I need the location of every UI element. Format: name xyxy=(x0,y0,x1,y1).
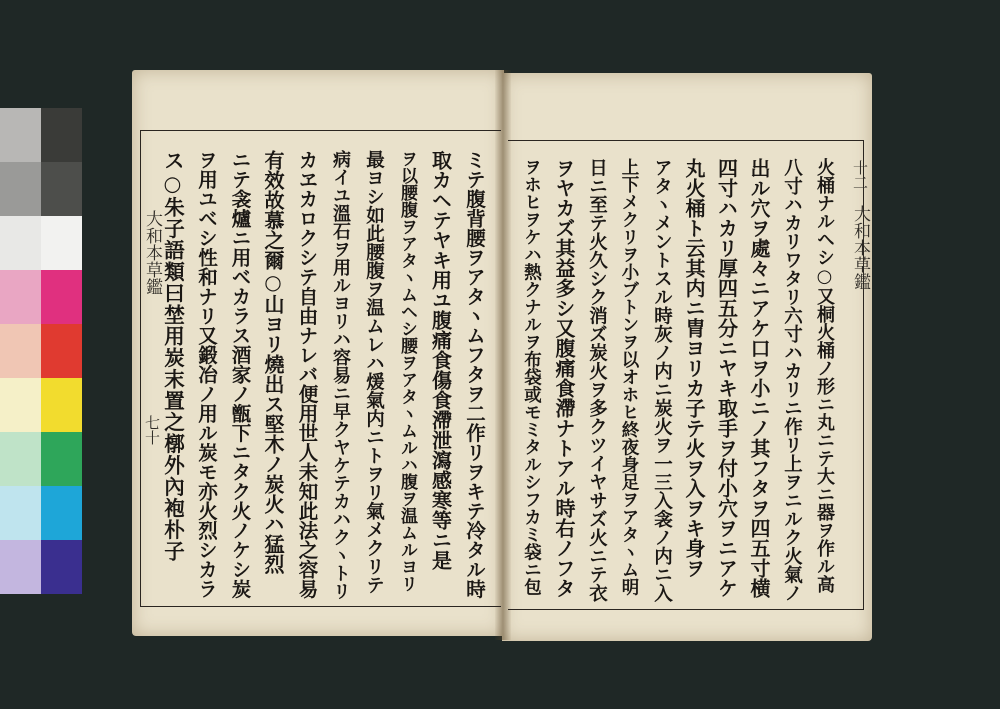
color-calibration-chart xyxy=(0,108,82,596)
text-column: 病イユ溫石ヲ用ルヨリハ容易ニ早クヤケテカハクヽトリ xyxy=(330,150,351,600)
text-column: 火桶ナルヘシ○又桐火桶ノ形ニ丸ニテ大ニ器ヲ作ル高 xyxy=(814,158,835,593)
color-swatch xyxy=(0,432,41,486)
color-swatch xyxy=(41,432,82,486)
text-column: 最ヨシ如此腰腹ヲ温ムレハ煖氣内ニトヲリ氣メクリテ xyxy=(363,150,385,594)
text-column: ス○朱子語類曰埜用炭末置之槨外內袍朴子 xyxy=(160,150,185,562)
color-swatch xyxy=(41,378,82,432)
color-swatch xyxy=(41,108,82,162)
color-swatch xyxy=(41,270,82,324)
text-column: ヲ用ユベシ性和ナリ又鍛冶ノ用ル炭モ亦火烈シカラ xyxy=(195,150,218,599)
color-swatch xyxy=(41,540,82,594)
left-folio: 七十 xyxy=(143,415,161,445)
color-swatch xyxy=(41,162,82,216)
text-column: 出ル穴ヲ處々ニアケ口ヲ小ニノ其フタヲ四五寸横 xyxy=(747,158,771,598)
color-swatch xyxy=(0,108,41,162)
text-column: 上下メクリヲ小ブトンヲ以オホヒ終夜身足ヲアタヽム明 xyxy=(619,158,639,596)
text-column: ヲホヒヲケハ熱クナルヲ布袋或モミタルシフカミ袋ニ包 xyxy=(521,158,542,596)
text-column: 丸火桶ト云其内ニ胄ヨリカ子テ火ヲ入ヲキ身ヲ xyxy=(682,158,706,578)
left-margin-title: 大和本草鑑 xyxy=(142,210,162,295)
text-column: 取カヘテヤキ用ユ腹痛食傷食滯泄瀉感寒等ニ是 xyxy=(428,150,453,570)
color-swatch xyxy=(0,162,41,216)
text-column: 八寸ハカリワタリ六寸ハカリニ作リ上ヲニルク火氣ノ xyxy=(781,158,803,602)
color-swatch xyxy=(0,216,41,270)
text-column: ミテ腹背腰ヲアタヽムフタヲ二作リヲキテ冷タル時 xyxy=(463,150,486,599)
color-swatch xyxy=(41,216,82,270)
right-margin-title: 大和本草鑑 xyxy=(850,205,870,290)
text-column: ヲヤカズ其益多シ又腹痛食滯ナトアル時右ノフタ xyxy=(552,158,576,598)
text-column: アタヽメントスル時灰ノ内ニ炭火ヲ一三入衾ノ内ニ入 xyxy=(651,158,673,602)
right-folio: 十二 xyxy=(851,160,869,190)
color-swatch xyxy=(0,378,41,432)
text-column: 日ニ至テ火久シク消ズ炭火ヲ多クツイヤサズ火ニテ衣 xyxy=(586,158,608,602)
color-swatch xyxy=(41,324,82,378)
text-column: 有效故慕之爾○山ヨリ燒出ス堅木ノ炭火ハ猛烈 xyxy=(261,150,285,574)
left-page-text xyxy=(150,150,490,600)
text-column: カヱカロクシテ自由ナレバ便用世人未知此法之容易 xyxy=(295,150,319,599)
color-swatch xyxy=(0,270,41,324)
color-swatch xyxy=(0,540,41,594)
text-column: ニテ衾爐ニ用ベカラス酒家ノ甑下ニタク火ノケシ炭 xyxy=(228,150,252,599)
text-column: ヲ以腰腹ヲアタヽムヘシ腰ヲアタヽムルハ腹ヲ温ムルヨリ xyxy=(397,150,417,592)
color-swatch xyxy=(0,324,41,378)
color-swatch xyxy=(41,486,82,540)
text-column: 四寸ハカリ厚四五分ニヤキ取手ヲ付小穴ヲニアケ xyxy=(714,158,739,598)
right-page-text xyxy=(515,158,840,603)
color-swatch xyxy=(0,486,41,540)
